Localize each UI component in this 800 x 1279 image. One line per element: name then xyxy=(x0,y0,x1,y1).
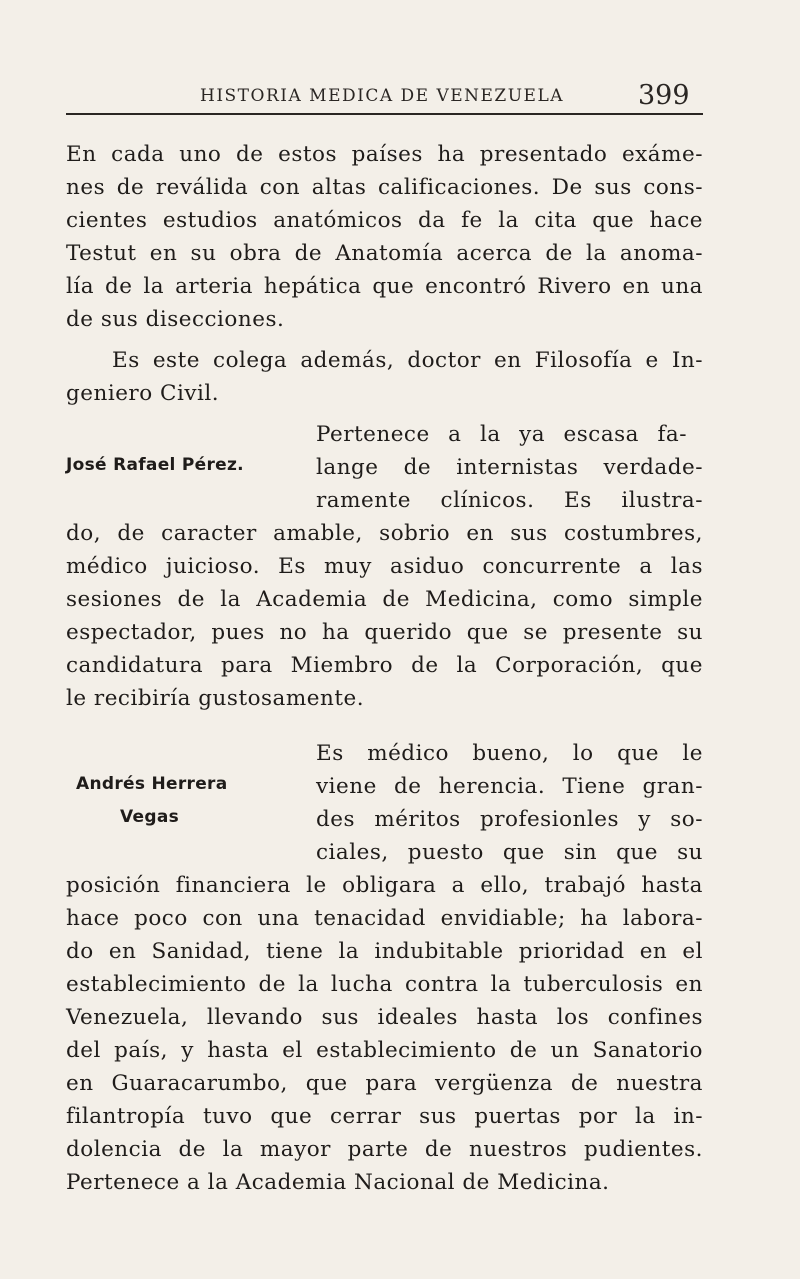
para1-line: de sus disecciones. xyxy=(66,307,285,332)
entry1-line: sesiones de la Academia de Medicina, como simple xyxy=(66,587,703,612)
entry1-line: espectador, pues no ha querido que se presente su xyxy=(66,620,703,645)
entry1-line: lange de internistas verdade- xyxy=(316,455,703,480)
entry2-line: Venezuela, llevando sus ideales hasta los confines xyxy=(66,1005,703,1030)
entry2-line: Es médico bueno, lo que le xyxy=(316,741,703,766)
entry1-line: ramente clínicos. Es ilustra- xyxy=(316,488,703,513)
entry2-line: posición financiera le obligara a ello, trabajó hasta xyxy=(66,873,703,898)
para2-line: geniero Civil. xyxy=(66,381,220,406)
entry2-line: viene de herencia. Tiene gran- xyxy=(316,774,703,799)
entry2-line: en Guaracarumbo, que para vergüenza de nuestra xyxy=(66,1071,703,1096)
entry2-line: Pertenece a la Academia Nacional de Medicina. xyxy=(66,1170,610,1195)
running-head: HISTORIA MEDICA DE VENEZUELA xyxy=(200,86,565,106)
entry2-line: dolencia de la mayor parte de nuestros pudientes. xyxy=(66,1137,703,1162)
para1-line: nes de reválida con altas calificaciones. De sus cons- xyxy=(66,175,703,200)
para1-line: cientes estudios anatómicos da fe la cita que hace xyxy=(66,208,703,233)
entry1-line: do, de caracter amable, sobrio en sus costumbres, xyxy=(66,521,703,546)
para1-line: Testut en su obra de Anatomía acerca de la anoma- xyxy=(66,241,703,266)
para1-line: En cada uno de estos países ha presentado exáme- xyxy=(66,142,703,167)
side-heading-jose-rafael-perez: José Rafael Pérez. xyxy=(66,455,244,475)
entry1-line: le recibiría gustosamente. xyxy=(66,686,365,711)
page-number: 399 xyxy=(638,80,690,111)
entry2-line: filantropía tuvo que cerrar sus puertas por la in- xyxy=(66,1104,703,1129)
entry1-line: candidatura para Miembro de la Corporación, que xyxy=(66,653,703,678)
entry2-line: del país, y hasta el establecimiento de un Sanatorio xyxy=(66,1038,703,1063)
para2-line: Es este colega además, doctor en Filosofía e In- xyxy=(112,348,703,373)
para1-line: lía de la arteria hepática que encontró Rivero en una xyxy=(66,274,703,299)
entry2-line: establecimiento de la lucha contra la tuberculosis en xyxy=(66,972,703,997)
entry1-line: médico juicioso. Es muy asiduo concurrente a las xyxy=(66,554,703,579)
entry2-line: do en Sanidad, tiene la indubitable prioridad en el xyxy=(66,939,703,964)
side-heading-andres-herrera: Andrés Herrera xyxy=(76,774,228,794)
entry2-line: ciales, puesto que sin que su xyxy=(316,840,703,865)
entry1-line: Pertenece a la ya escasa fa- xyxy=(316,422,687,447)
entry2-line: des méritos profesionles y so- xyxy=(316,807,703,832)
entry2-line: hace poco con una tenacidad envidiable; ha labora- xyxy=(66,906,703,931)
header-rule xyxy=(66,113,703,115)
side-heading-vegas: Vegas xyxy=(120,807,180,827)
